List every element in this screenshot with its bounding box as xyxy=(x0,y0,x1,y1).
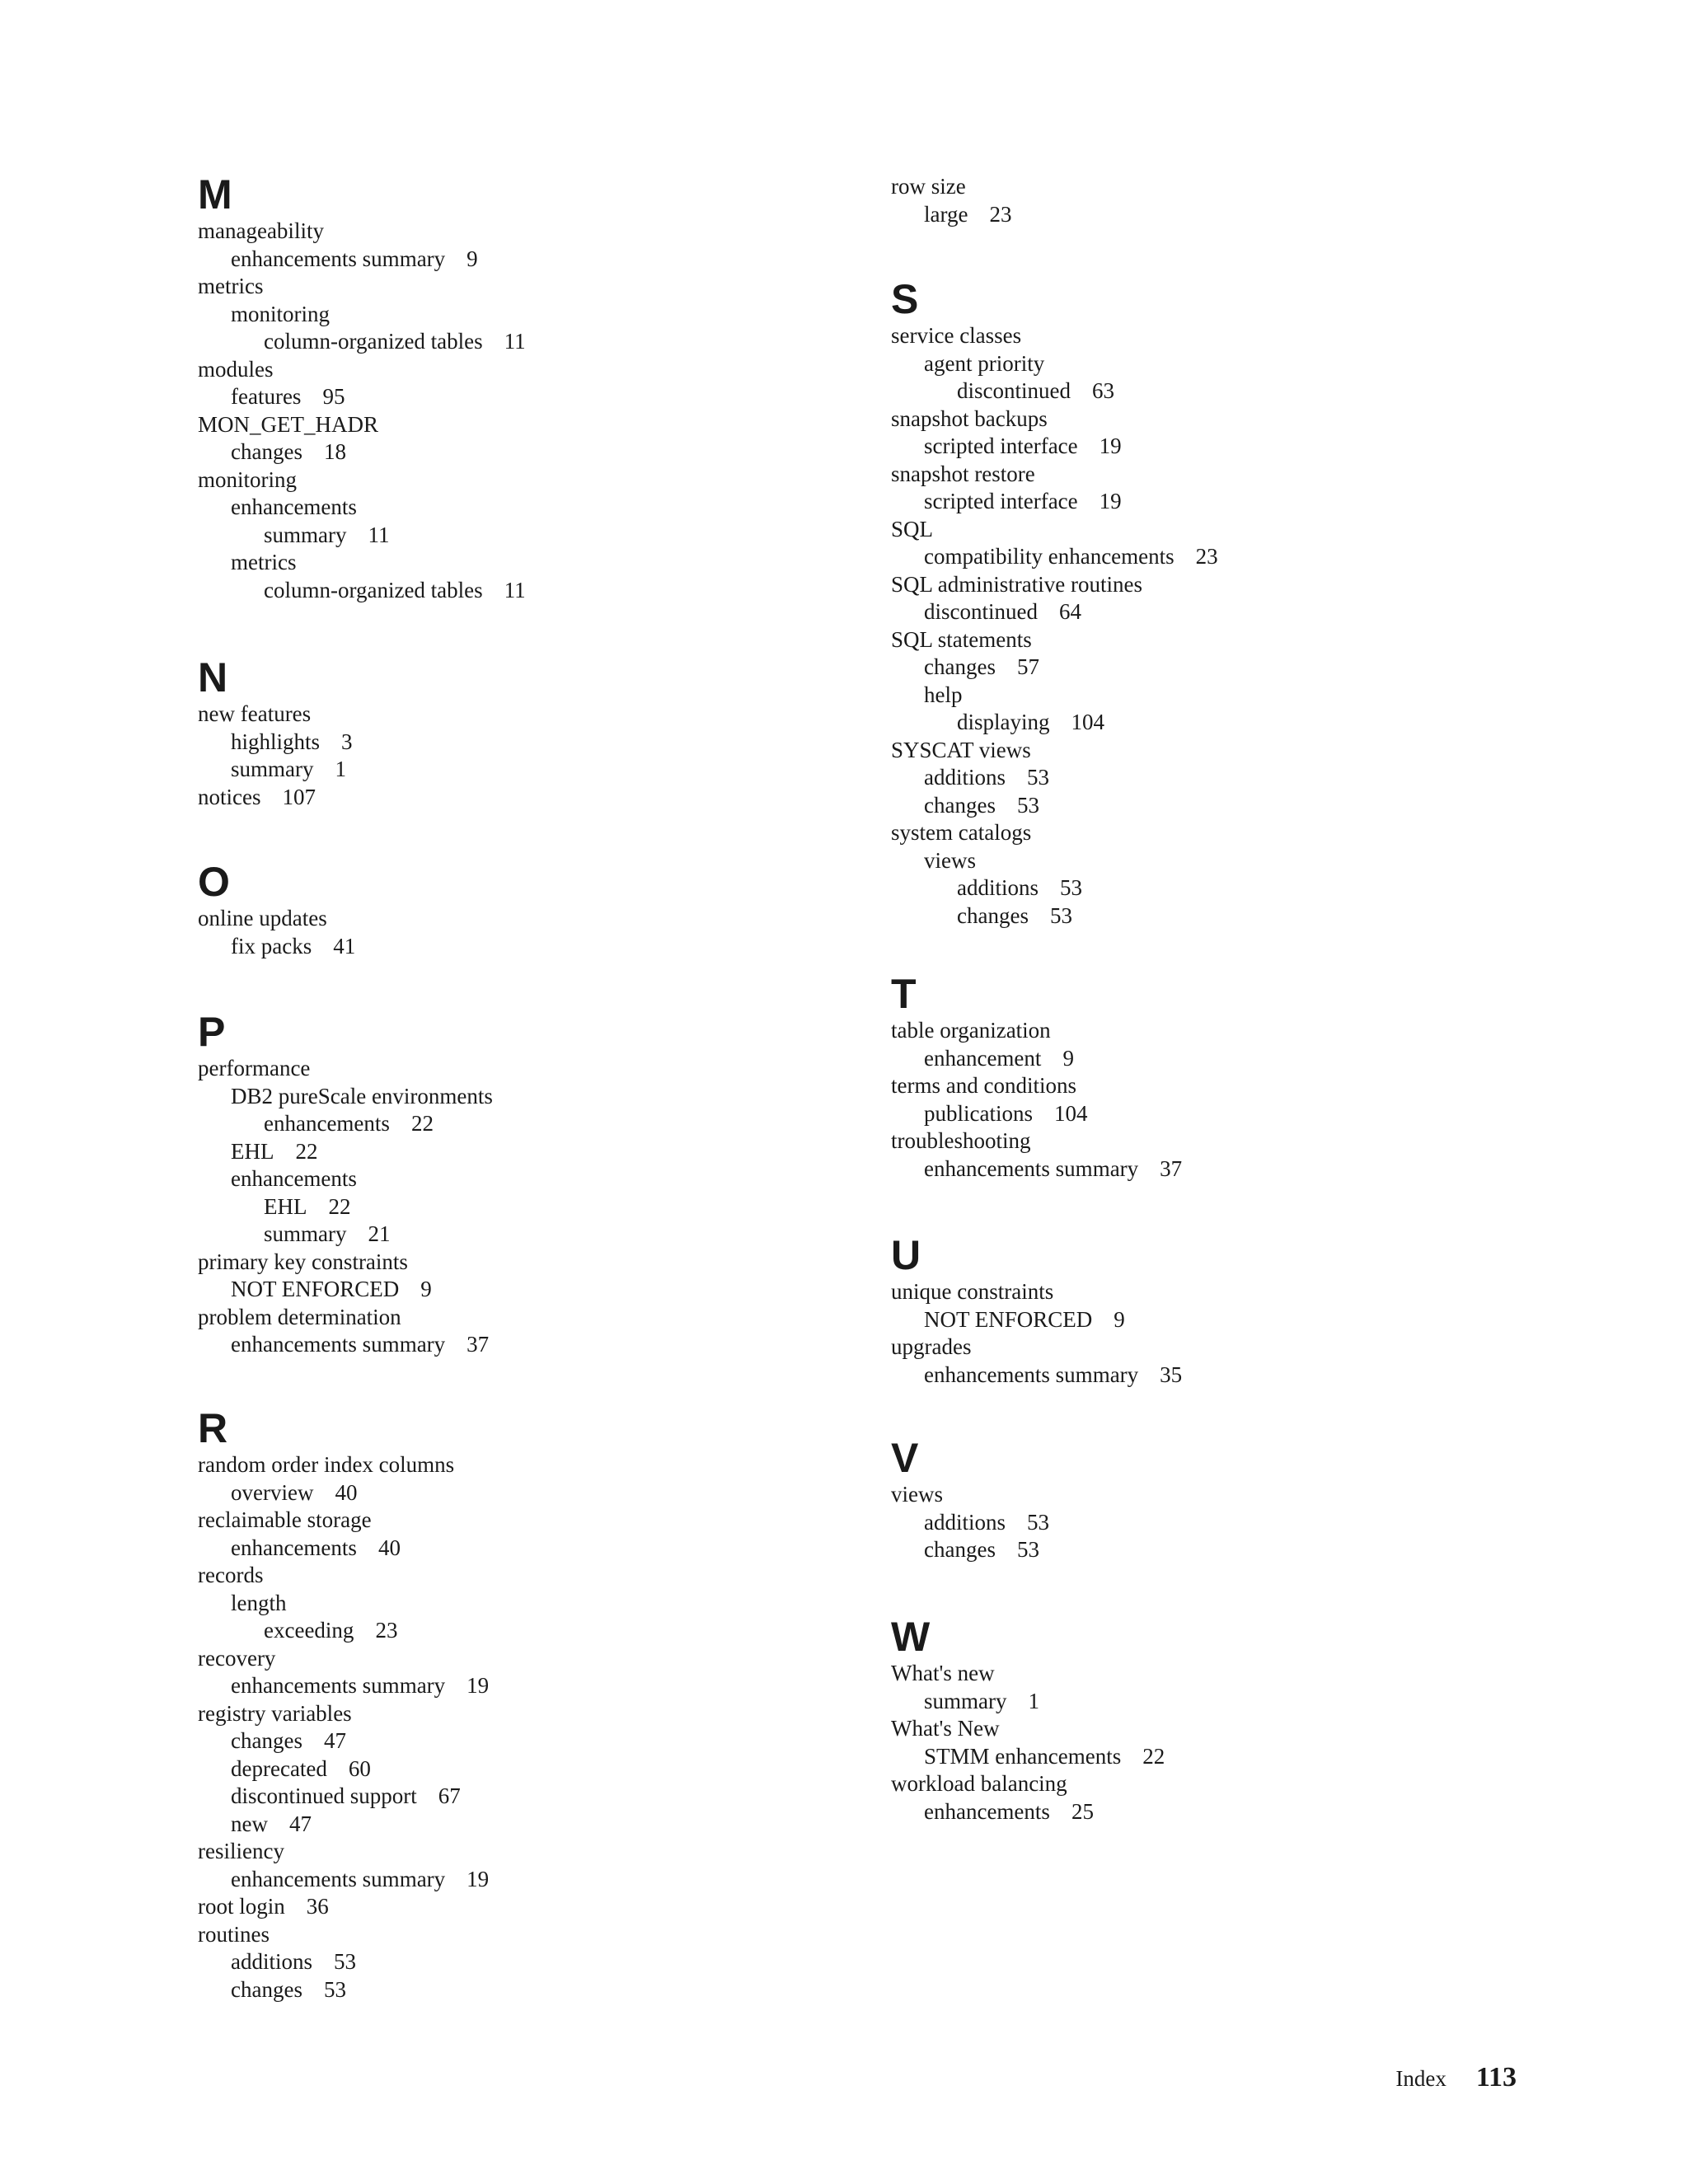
index-entry xyxy=(198,218,857,246)
index-entry xyxy=(198,356,857,384)
index-term: reclaimable storage xyxy=(198,1507,372,1532)
index-entry xyxy=(891,1481,1550,1509)
index-term: overview xyxy=(231,1479,314,1505)
index-entry xyxy=(891,173,1550,201)
index-entry xyxy=(198,383,857,411)
index-entry xyxy=(891,1278,1550,1306)
index-term: summary xyxy=(264,1221,347,1246)
index-entry xyxy=(198,577,857,605)
index-entry xyxy=(891,792,1550,820)
index-entry xyxy=(891,1509,1550,1537)
index-term: scripted interface xyxy=(924,434,1078,458)
index-entry xyxy=(891,201,1550,229)
index-page-ref: 53 xyxy=(1027,1509,1049,1535)
index-page-ref: 53 xyxy=(1016,792,1039,818)
index-entry xyxy=(198,1304,857,1332)
section-letter-heading: T xyxy=(891,971,917,1017)
index-entry xyxy=(198,466,857,494)
index-term: help xyxy=(924,682,963,707)
index-term: registry variables xyxy=(198,1700,352,1726)
index-term: enhancements summary xyxy=(231,1332,446,1357)
index-entry xyxy=(891,874,1550,902)
index-term: enhancements summary xyxy=(231,246,446,271)
section-letter-heading: N xyxy=(198,654,228,701)
index-term: monitoring xyxy=(231,301,330,326)
index-page-ref: 1 xyxy=(335,757,346,781)
index-entry xyxy=(198,729,857,757)
index-term: DB2 pureScale environments xyxy=(231,1083,493,1108)
index-entry xyxy=(198,701,857,729)
index-entry xyxy=(198,1165,857,1193)
index-page-ref: 40 xyxy=(335,1479,358,1505)
index-section xyxy=(891,276,1550,930)
index-entry xyxy=(198,273,857,301)
index-term: enhancements summary xyxy=(924,1361,1139,1387)
index-entry xyxy=(198,1976,857,2004)
index-entry xyxy=(891,350,1550,378)
index-term: summary xyxy=(231,757,314,781)
index-term: SQL xyxy=(891,516,934,541)
index-entry xyxy=(891,405,1550,434)
index-page-ref: 22 xyxy=(410,1111,434,1136)
index-term: changes xyxy=(231,1976,302,2002)
index-term: MON_GET_HADR xyxy=(198,411,378,437)
index-entry xyxy=(891,377,1550,405)
index-term: recovery xyxy=(198,1645,276,1671)
index-entry xyxy=(198,494,857,522)
index-term: length xyxy=(231,1590,287,1615)
index-term: online updates xyxy=(198,906,327,930)
index-term: changes xyxy=(231,1728,302,1753)
index-section xyxy=(198,1405,857,2004)
index-section xyxy=(891,1232,1550,1389)
index-entry xyxy=(891,543,1550,571)
index-page-ref: 64 xyxy=(1058,599,1081,624)
index-term: enhancements summary xyxy=(231,1866,446,1891)
section-letter-heading: O xyxy=(198,859,230,905)
index-entry xyxy=(891,1045,1550,1073)
index-page-ref: 9 xyxy=(1062,1045,1074,1071)
index-page-ref: 23 xyxy=(375,1618,398,1643)
index-entry xyxy=(198,1451,857,1479)
index-entry xyxy=(198,1221,857,1249)
page-number: 113 xyxy=(1475,2062,1517,2093)
index-entry xyxy=(198,1755,857,1783)
index-entry xyxy=(891,1155,1550,1183)
index-page-ref: 3 xyxy=(341,729,353,754)
index-entry xyxy=(198,933,857,961)
index-term: snapshot restore xyxy=(891,461,1035,486)
index-entry xyxy=(198,1921,857,1949)
index-page-ref: 95 xyxy=(322,384,345,409)
index-entry xyxy=(891,654,1550,682)
index-term: summary xyxy=(264,522,347,547)
index-term: problem determination xyxy=(198,1304,401,1329)
index-page-ref: 60 xyxy=(348,1755,371,1781)
index-entry xyxy=(891,322,1550,350)
index-page-ref: 40 xyxy=(377,1535,401,1560)
index-entry xyxy=(891,1361,1550,1390)
index-entry xyxy=(891,1333,1550,1361)
index-page-ref: 1 xyxy=(1028,1688,1039,1713)
index-entry xyxy=(891,819,1550,847)
index-entry xyxy=(198,1507,857,1535)
index-term: random order index columns xyxy=(198,1452,455,1477)
index-term: changes xyxy=(924,654,996,679)
index-page-ref: 21 xyxy=(368,1221,391,1246)
index-term: displaying xyxy=(957,710,1050,734)
index-page-ref: 37 xyxy=(467,1332,490,1357)
index-term: root login xyxy=(198,1894,285,1919)
index-term: What's new xyxy=(891,1661,995,1685)
index-term: summary xyxy=(924,1688,1007,1713)
index-term: enhancements xyxy=(231,1535,357,1560)
index-term: enhancements summary xyxy=(231,1673,446,1698)
index-page-ref: 37 xyxy=(1160,1155,1183,1181)
index-entry xyxy=(891,1306,1550,1334)
index-term: enhancement xyxy=(924,1045,1042,1071)
index-entry xyxy=(198,411,857,439)
index-page-ref: 23 xyxy=(1195,544,1218,569)
index-entry xyxy=(891,571,1550,599)
index-term: enhancements xyxy=(924,1798,1050,1824)
index-term: enhancements summary xyxy=(924,1155,1139,1181)
index-page-ref: 53 xyxy=(1060,875,1082,900)
index-entry xyxy=(198,784,857,812)
index-term: changes xyxy=(924,792,996,818)
index-term: primary key constraints xyxy=(198,1249,408,1274)
index-term: additions xyxy=(924,765,1006,790)
index-page-ref: 9 xyxy=(467,246,478,271)
index-entry xyxy=(891,1798,1550,1826)
section-letter-heading: W xyxy=(891,1614,931,1660)
index-term: additions xyxy=(957,875,1039,900)
index-page-ref: 22 xyxy=(295,1138,318,1164)
index-entry xyxy=(198,1110,857,1138)
index-term: NOT ENFORCED xyxy=(231,1277,400,1301)
index-page-ref: 9 xyxy=(1114,1306,1125,1332)
index-term: large xyxy=(924,201,968,227)
index-term: fix packs xyxy=(231,933,312,958)
index-term: performance xyxy=(198,1056,311,1080)
index-page-ref: 53 xyxy=(1049,902,1072,928)
index-section xyxy=(891,173,1550,228)
index-entry xyxy=(198,756,857,784)
index-page-ref: 11 xyxy=(504,577,526,602)
index-entry xyxy=(198,1249,857,1277)
index-entry xyxy=(198,1948,857,1976)
index-term: SYSCAT views xyxy=(891,737,1031,762)
index-entry xyxy=(891,1100,1550,1128)
index-entry xyxy=(198,1783,857,1811)
index-page-ref: 53 xyxy=(1016,1537,1039,1562)
index-term: features xyxy=(231,384,302,409)
index-page-ref: 53 xyxy=(334,1949,356,1974)
index-term: exceeding xyxy=(264,1618,354,1643)
index-term: enhancements xyxy=(231,1166,357,1191)
index-entry xyxy=(198,328,857,356)
index-entry xyxy=(891,433,1550,461)
index-term: unique constraints xyxy=(891,1279,1054,1304)
index-term: column-organized tables xyxy=(264,577,483,602)
index-page-ref: 53 xyxy=(1027,765,1049,790)
index-term: snapshot backups xyxy=(891,405,1048,431)
index-term: discontinued xyxy=(924,599,1038,624)
index-entry xyxy=(891,1743,1550,1771)
index-entry xyxy=(891,1127,1550,1155)
index-page-ref: 47 xyxy=(323,1728,346,1753)
index-page-ref: 63 xyxy=(1091,378,1114,403)
index-page-ref: 67 xyxy=(438,1783,461,1808)
index-entry xyxy=(891,598,1550,626)
index-term: EHL xyxy=(231,1138,274,1164)
index-entry xyxy=(198,522,857,550)
index-term: SQL administrative routines xyxy=(891,571,1142,597)
index-term: metrics xyxy=(231,550,297,574)
index-entry xyxy=(198,1138,857,1166)
index-page-ref: 9 xyxy=(420,1277,432,1301)
index-term: metrics xyxy=(198,274,264,298)
section-letter-heading: P xyxy=(198,1009,226,1055)
index-section xyxy=(891,1614,1550,1825)
index-term: additions xyxy=(231,1949,312,1974)
index-section xyxy=(891,971,1550,1183)
index-term: workload balancing xyxy=(891,1771,1067,1796)
index-term: discontinued xyxy=(957,378,1071,403)
index-term: deprecated xyxy=(231,1755,327,1781)
index-entry xyxy=(891,1536,1550,1564)
index-section xyxy=(198,654,857,811)
index-term: new xyxy=(231,1811,268,1836)
index-entry xyxy=(198,1331,857,1359)
index-entry xyxy=(198,549,857,577)
index-page-ref: 18 xyxy=(323,439,346,464)
index-term: troubleshooting xyxy=(891,1128,1031,1153)
index-term: routines xyxy=(198,1921,270,1947)
index-section xyxy=(198,1009,857,1359)
index-term: STMM enhancements xyxy=(924,1743,1122,1769)
index-entry xyxy=(198,1838,857,1866)
index-entry xyxy=(891,1770,1550,1798)
index-term: scripted interface xyxy=(924,489,1078,513)
section-letter-heading: M xyxy=(198,171,232,218)
index-term: NOT ENFORCED xyxy=(924,1306,1093,1332)
index-term: EHL xyxy=(264,1193,307,1219)
footer-label: Index xyxy=(1395,2066,1447,2091)
index-entry xyxy=(891,737,1550,765)
index-term: changes xyxy=(231,439,302,464)
index-entry xyxy=(891,682,1550,710)
index-term: upgrades xyxy=(891,1334,972,1359)
index-entry xyxy=(198,1727,857,1755)
index-page-ref: 36 xyxy=(306,1894,329,1919)
index-term: SQL statements xyxy=(891,626,1032,652)
index-term: highlights xyxy=(231,729,321,754)
index-term: What's New xyxy=(891,1716,1000,1741)
index-page-ref: 25 xyxy=(1071,1798,1094,1824)
index-page-ref: 11 xyxy=(504,329,526,354)
index-term: compatibility enhancements xyxy=(924,544,1175,569)
index-page-ref: 107 xyxy=(282,784,316,809)
index-term: new features xyxy=(198,701,312,726)
index-entry xyxy=(198,1055,857,1083)
index-page-ref: 35 xyxy=(1160,1361,1183,1387)
section-letter-heading: R xyxy=(198,1405,228,1451)
index-term: column-organized tables xyxy=(264,329,483,354)
index-entry xyxy=(198,1617,857,1645)
index-term: system catalogs xyxy=(891,820,1032,845)
index-entry xyxy=(891,1017,1550,1045)
index-term: row size xyxy=(891,174,966,199)
index-entry xyxy=(198,1562,857,1590)
index-page-ref: 53 xyxy=(323,1976,346,2002)
index-entry xyxy=(198,1700,857,1728)
index-page-ref: 104 xyxy=(1053,1100,1088,1126)
index-page-ref: 22 xyxy=(328,1193,351,1219)
index-term: changes xyxy=(957,902,1029,928)
section-letter-heading: V xyxy=(891,1435,919,1481)
index-term: resiliency xyxy=(198,1839,284,1863)
index-entry xyxy=(198,1590,857,1618)
index-entry xyxy=(198,1083,857,1111)
index-term: agent priority xyxy=(924,350,1045,376)
index-term: enhancements xyxy=(231,494,357,519)
index-entry xyxy=(891,516,1550,544)
index-term: publications xyxy=(924,1100,1033,1126)
index-page-ref: 104 xyxy=(1071,710,1104,734)
index-section xyxy=(891,1435,1550,1564)
index-entry xyxy=(198,438,857,466)
section-letter-heading: S xyxy=(891,276,919,322)
index-term: terms and conditions xyxy=(891,1073,1076,1098)
section-letter-heading: U xyxy=(891,1232,921,1278)
index-section xyxy=(198,859,857,960)
index-term: manageability xyxy=(198,218,324,243)
index-term: enhancements xyxy=(264,1111,390,1136)
index-entry xyxy=(198,1276,857,1304)
index-term: changes xyxy=(924,1537,996,1562)
index-entry xyxy=(891,626,1550,654)
index-entry xyxy=(891,1715,1550,1743)
index-page-ref: 19 xyxy=(1099,434,1122,458)
index-entry xyxy=(198,1479,857,1507)
index-entry xyxy=(198,1893,857,1921)
index-entry xyxy=(198,301,857,329)
index-entry xyxy=(891,461,1550,489)
index-term: records xyxy=(198,1563,264,1587)
index-entry xyxy=(198,1645,857,1673)
index-page-ref: 11 xyxy=(368,522,390,547)
index-entry xyxy=(891,847,1550,875)
index-entry xyxy=(198,1811,857,1839)
index-entry xyxy=(198,905,857,933)
index-term: service classes xyxy=(891,323,1022,348)
index-entry xyxy=(198,1866,857,1894)
index-term: additions xyxy=(924,1509,1006,1535)
index-entry xyxy=(198,246,857,274)
index-term: discontinued support xyxy=(231,1783,417,1808)
index-entry xyxy=(891,1688,1550,1716)
index-term: table organization xyxy=(891,1018,1051,1043)
index-page-ref: 41 xyxy=(333,933,356,958)
index-page-ref: 57 xyxy=(1016,654,1039,679)
index-term: views xyxy=(924,847,976,873)
index-section xyxy=(198,171,857,604)
index-entry xyxy=(891,1660,1550,1688)
index-term: views xyxy=(891,1482,943,1507)
index-term: modules xyxy=(198,356,274,382)
index-page-ref: 19 xyxy=(1099,489,1122,513)
index-entry xyxy=(891,709,1550,737)
index-term: monitoring xyxy=(198,466,297,492)
index-page-ref: 23 xyxy=(989,201,1012,227)
index-page-ref: 22 xyxy=(1142,1743,1165,1769)
index-page-ref: 19 xyxy=(467,1866,490,1891)
index-entry xyxy=(891,764,1550,792)
index-entry xyxy=(198,1193,857,1221)
index-entry xyxy=(198,1672,857,1700)
index-entry xyxy=(891,1072,1550,1100)
index-entry xyxy=(198,1535,857,1563)
index-entry xyxy=(891,902,1550,930)
index-entry xyxy=(891,488,1550,516)
page-footer xyxy=(1319,2057,1517,2098)
index-page-ref: 19 xyxy=(467,1673,490,1698)
index-term: notices xyxy=(198,784,261,809)
index-page-ref: 47 xyxy=(288,1811,312,1836)
